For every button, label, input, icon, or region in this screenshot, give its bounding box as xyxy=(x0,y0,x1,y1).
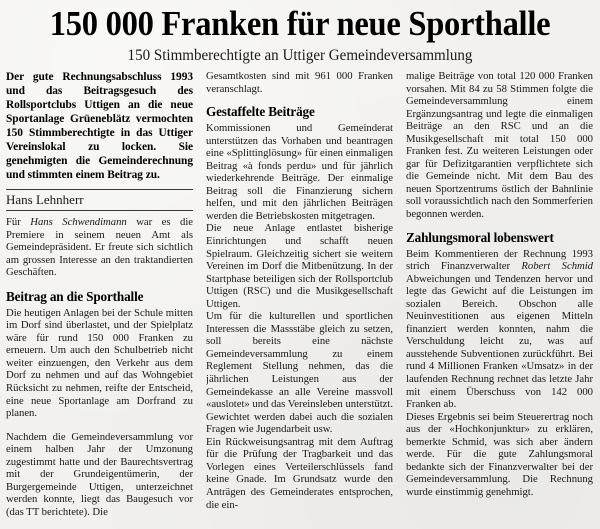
emphasized-name: Hans Schwendimann xyxy=(30,216,127,228)
article-column-3 xyxy=(406,70,593,526)
column-1-body xyxy=(6,216,193,518)
byline: Hans Lehnherr xyxy=(6,192,84,207)
emphasized-name: Robert Schmid xyxy=(521,260,593,273)
body-paragraph: Gesamtkosten sind mit 961 000 Franken veranschlagt. xyxy=(206,70,393,95)
body-paragraph: Die neue Anlage entlastet bisherige Einrichtungen und schafft neuen Spielraum. Gleichzeitig sichert sie weitern Vereinen im Dorf die Mitbenützung. In der Startphase beteiligen sich der Rollsportclub Uttigen (RSC) und die Musikgesellschaft Uttigen. xyxy=(206,222,393,310)
lead-paragraph: Der gute Rechnungsabschluss 1993 und das Beitragsgesuch des Rollsportclubs Uttigen an die neue Sportanlage Grüeneblätz vermochten 150 Stimmberechtigte in das Uttiger Vereinslokal zu locken. Sie genehmigten die Gemeinderechnung und stimmten einem Beitrag zu. xyxy=(6,71,193,181)
body-paragraph: Kommissionen und Gemeinderat unterstützen das Vorhaben und beantragen eine «Splittinglösung» für einen einmaligen Beitrag «à fonds perdu» und für jährlich wiederkehrende Beiträge. Der einmalige Beitrag soll die Finanzierung sichern helfen, und mit den jährlichen Beiträgen werden die Betriebskosten mitgetragen. xyxy=(206,122,393,222)
body-paragraph: Für Hans Schwendimann war es die Premiere in seinem neuen Amt als Gemeindepräsident. Er freute sich sichtlich am grossen Interesse an den traktandierten Geschäften. xyxy=(6,216,193,279)
section-heading: Beitrag an die Sporthalle xyxy=(6,288,144,304)
body-paragraph: Dieses Ergebnis sei beim Steuerertrag noch aus der «Hochkonjunktur» zu erklären, bemerkte Schmid, was sich aber ändern werde. Für die gute Zahlungsmoral bedankte sich der Finanzverwalter bei der Gemeindeversammlung. Die Rechnung wurde einstimmig genehmigt. xyxy=(406,410,593,498)
section-heading: Zahlungsmoral lobenswert xyxy=(406,229,554,245)
article-column-1 xyxy=(6,70,193,526)
column-3-body xyxy=(406,70,593,499)
page-title: 150 000 Franken für neue Sporthalle xyxy=(49,4,551,43)
article-columns xyxy=(6,70,594,526)
body-paragraph: Ein Rückweisungsantrag mit dem Auftrag für die Prüfung der Tragbarkeit und das Vorlegen eines Verteilerschlüssels fand keine Gnade. Im Grundsatz wurde den Anträgen des Gemeinderates entsprochen, die ein- xyxy=(206,435,393,511)
masthead xyxy=(0,0,600,66)
body-paragraph: Beim Kommentieren der Rechnung 1993 strich Finanzverwalter Robert Schmid Abweichungen und Tendenzen hervor und legte das Gewicht auf die Leistungen im sozialen Bereich. Obschon alle Neuinvestitionen aus eigenen Mitteln finanziert werden konnten, nahm die Verschuldung leicht zu, was auf ausstehende Subventionen zurückführt. Bei rund 4 Millionen Franken «Umsatz» in der laufenden Rechnung rechnet das letzte Jahr mit einem Überschuss von 142 000 Franken ab. xyxy=(406,247,593,411)
subheadline: 150 Stimmberechtigte an Uttiger Gemeindeversammlung xyxy=(127,47,473,64)
column-2-body xyxy=(206,70,393,511)
article-column-2 xyxy=(206,70,393,526)
body-paragraph: Nachdem die Gemeindeversammlung vor einem halben Jahr der Umzonung zugestimmt hatte und der Baurechtsvertrag mit der Grundeigentümerin, der Burgergemeinde Uttigen, unterzeichnet werden konnte, liegt das Baugesuch vor (das TT berichtete). Die xyxy=(6,430,193,518)
body-paragraph: Die heutigen Anlagen bei der Schule mitten im Dorf sind überlastet, und der Spielplatz wäre für rund 150 000 Franken zu erneuern. Um auch den Schulbetrieb nicht weiter einzuengen, den Verkehr aus dem Dorf zu nehmen und auf das Wohngebiet Rücksicht zu nehmen, reifte der Entscheid, eine neue Sportanlage am Dorfrand zu planen. xyxy=(6,306,193,420)
byline-rule-bottom xyxy=(6,210,193,211)
body-paragraph: Um für die kulturellen und sportlichen Interessen die Massstäbe gleich zu setzen, soll bereits eine nächste Gemeindeversammlung zu einem Reglement Stellung nehmen, das die jährlichen Leistungen aus der Gemeindekasse an alle Vereine massvoll «auslotet» und das Vereinsleben unterstützt. Gewichtet werden dabei auch die sozialen Fragen wie Jugendarbeit usw. xyxy=(206,310,393,436)
section-heading: Gestaffelte Beiträge xyxy=(206,104,315,120)
body-paragraph: malige Beiträge von total 120 000 Franken vorsahen. Mit 84 zu 58 Stimmen folgte die Gemeindeversammlung einem Ergänzungsantrag und legte die einmaligen Beiträge an den RSC und an die Musikgesellschaft mit total 150 000 Franken fest. Zu weiteren Leistungen oder gar für Defizitgarantien verpflichtete sich die Gemeinde nicht. Mit dem Bau des neuen Sportzentrums östlich der Bahnlinie soll voraussichtlich nach den Sommerferien begonnen werden. xyxy=(406,70,593,221)
